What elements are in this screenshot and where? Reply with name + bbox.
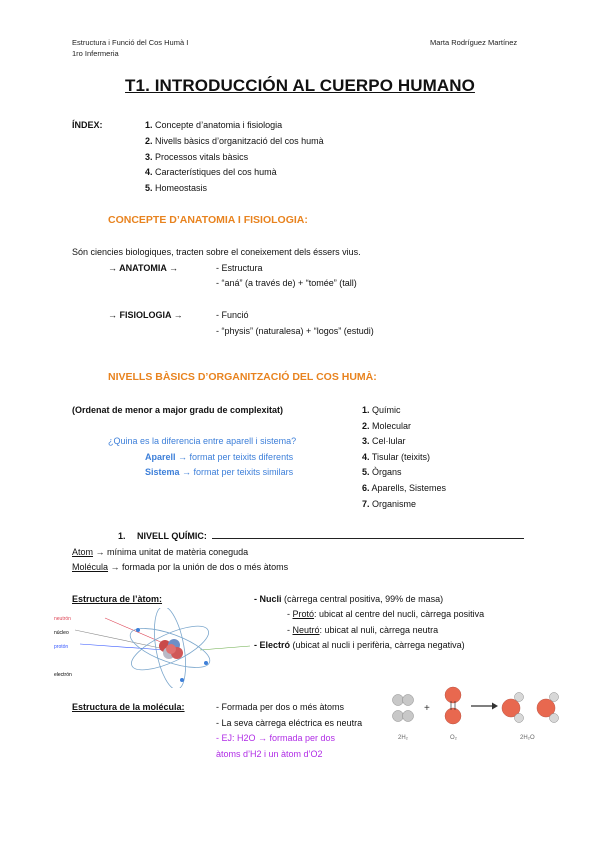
level-item bbox=[362, 499, 416, 509]
reaction-label: 2H₂ bbox=[398, 735, 408, 741]
section1-heading: CONCEPTE D’ANATOMIA I FISIOLOGIA: bbox=[108, 214, 308, 226]
index-item bbox=[145, 183, 207, 193]
level-num: 2. bbox=[362, 421, 370, 431]
molecula-term: Molécula bbox=[72, 562, 109, 572]
index-item bbox=[145, 167, 277, 177]
nucli-label: - Nucli bbox=[254, 594, 282, 604]
fisiologia-label: → FISIOLOGIA → bbox=[108, 310, 183, 320]
h2-molecules bbox=[393, 695, 414, 722]
heading-rule bbox=[212, 538, 524, 539]
index-item-text: Homeostasis bbox=[155, 183, 208, 193]
level-item bbox=[362, 452, 430, 462]
fisiologia-line2: - “physis” (naturalesa) + “logos” (estudi) bbox=[216, 326, 374, 336]
header-left-line1: Estructura i Funció del Cos Humà I bbox=[72, 38, 189, 47]
atom-label: electrón bbox=[54, 672, 72, 678]
level-text: Cel·lular bbox=[372, 436, 406, 446]
molecule-example-line1: - EJ: H2O → formada per dos bbox=[216, 733, 336, 743]
neutro-label: Neutró bbox=[292, 625, 320, 635]
header-left-line2: 1ro Infermeria bbox=[72, 49, 119, 58]
label-leader bbox=[200, 646, 250, 650]
molecule-line: - Formada per dos o més àtoms bbox=[216, 702, 345, 712]
level-item bbox=[362, 436, 406, 446]
section2-heading: NIVELLS BÀSICS D’ORGANITZACIÓ DEL COS HUMÀ: bbox=[108, 371, 377, 383]
index-item-text: Nivells bàsics d’organització del cos humà bbox=[155, 136, 324, 146]
proto-text: : ubicat al centre del nucli, càrrega positiva bbox=[314, 609, 485, 619]
proto-line: - Protó: ubicat al centre del nucli, càrrega positiva bbox=[287, 609, 485, 619]
electro-label: - Electró bbox=[254, 640, 291, 650]
level-item bbox=[362, 405, 401, 415]
level-text: Organisme bbox=[372, 499, 417, 509]
level-item bbox=[362, 421, 411, 431]
label-leader bbox=[105, 618, 170, 646]
electron-dot bbox=[204, 661, 208, 665]
proto-label: Protó bbox=[292, 609, 315, 619]
header-right: Marta Rodríguez Martínez bbox=[430, 38, 518, 47]
level-text: Molecular bbox=[372, 421, 412, 431]
index-item bbox=[145, 136, 324, 146]
index-label: ÍNDEX: bbox=[72, 120, 103, 130]
label-leader bbox=[80, 644, 165, 650]
molecule-line: - La seva càrrega eléctrica es neutra bbox=[216, 718, 363, 728]
o2-molecule bbox=[445, 687, 461, 724]
molecule-example-line2: àtoms d’H2 i un àtom d’O2 bbox=[216, 749, 323, 759]
index-item-text: Concepte d’anatomia i fisiologia bbox=[155, 120, 283, 130]
index-item-num: 3. bbox=[145, 152, 153, 162]
h2o-molecule bbox=[502, 693, 524, 723]
reaction-label: O₂ bbox=[450, 735, 457, 741]
nucli-line bbox=[254, 594, 443, 604]
plus-sign: + bbox=[424, 703, 430, 714]
neutro-text: : ubicat al nuli, càrrega neutra bbox=[319, 625, 439, 635]
sistema-label: Sistema bbox=[145, 467, 180, 477]
section2-order-note: (Ordenat de menor a major gradu de complexitat) bbox=[72, 405, 284, 415]
anatomia-line1: - Estructura bbox=[216, 263, 263, 273]
level-item bbox=[362, 483, 446, 493]
index-item-text: Processos vitals bàsics bbox=[155, 152, 249, 162]
electron-dot bbox=[180, 678, 184, 682]
section2-question: ¿Quina es la diferencia entre aparell i sistema? bbox=[108, 436, 297, 446]
arrow-head bbox=[492, 703, 498, 710]
atom-def: → mínima unitat de matèria coneguda bbox=[95, 547, 249, 557]
h2o-molecule bbox=[537, 693, 559, 723]
electro-text: (ubicat al nucli i perifèria, càrrega negativa) bbox=[292, 640, 465, 650]
proton-ball bbox=[166, 644, 176, 654]
atom-label: protón bbox=[54, 644, 69, 650]
level-num: 6. bbox=[362, 483, 370, 493]
electro-line bbox=[254, 640, 465, 650]
level-text: Òrgans bbox=[372, 467, 402, 477]
index-item-num: 5. bbox=[145, 183, 153, 193]
index-item-text: Característiques del cos humà bbox=[155, 167, 277, 177]
molecule-structure-label: Estructura de la molécula: bbox=[72, 702, 185, 712]
nivell-quimic-heading: NIVELL QUÍMIC: bbox=[137, 531, 207, 541]
level-text: Químic bbox=[372, 405, 401, 415]
level-num: 3. bbox=[362, 436, 370, 446]
level-item bbox=[362, 467, 402, 477]
index-item-num: 4. bbox=[145, 167, 153, 177]
index-item bbox=[145, 120, 282, 130]
reaction-diagram bbox=[388, 683, 568, 745]
atom-term: Atom bbox=[72, 547, 94, 557]
nivell-quimic-num: 1. bbox=[118, 531, 126, 541]
sistema-definition bbox=[145, 467, 293, 477]
index-item bbox=[145, 152, 248, 162]
reaction-label: 2H₂O bbox=[520, 735, 535, 741]
atom-definition bbox=[72, 547, 248, 557]
section1-intro: Són ciencies biologiques, tracten sobre el coneixement dels éssers vius. bbox=[72, 247, 361, 257]
index-item-num: 1. bbox=[145, 120, 153, 130]
fisiologia-line1: - Funció bbox=[216, 310, 249, 320]
anatomia-label: → ANATOMIA → bbox=[108, 263, 178, 273]
atom-label: núcleo bbox=[54, 630, 69, 636]
atom-label: neutrón bbox=[54, 616, 71, 622]
level-num: 7. bbox=[362, 499, 370, 509]
molecula-definition bbox=[72, 562, 288, 572]
page-title: T1. INTRODUCCIÓN AL CUERPO HUMANO bbox=[125, 76, 475, 95]
anatomia-line2: - “aná” (a través de) + “tomée” (tall) bbox=[216, 278, 357, 288]
aparell-definition bbox=[145, 452, 293, 462]
aparell-label: Aparell bbox=[145, 452, 176, 462]
sistema-text: → format per teixits similars bbox=[182, 467, 294, 477]
aparell-text: → format per teixits diferents bbox=[178, 452, 294, 462]
atom-structure-label: Estructura de l’àtom: bbox=[72, 594, 163, 604]
atom-diagram bbox=[50, 608, 260, 688]
index-item-num: 2. bbox=[145, 136, 153, 146]
electron-dot bbox=[136, 628, 140, 632]
neutro-line: - Neutró: ubicat al nuli, càrrega neutra bbox=[287, 625, 439, 635]
level-text: Aparells, Sistemes bbox=[371, 483, 447, 493]
level-num: 5. bbox=[362, 467, 370, 477]
molecula-def: → formada por la unión de dos o més àtoms bbox=[110, 562, 289, 572]
level-text: Tisular (teixits) bbox=[371, 452, 431, 462]
level-num: 1. bbox=[362, 405, 370, 415]
level-num: 4. bbox=[362, 452, 370, 462]
nucli-text: (càrrega central positiva, 99% de masa) bbox=[284, 594, 444, 604]
